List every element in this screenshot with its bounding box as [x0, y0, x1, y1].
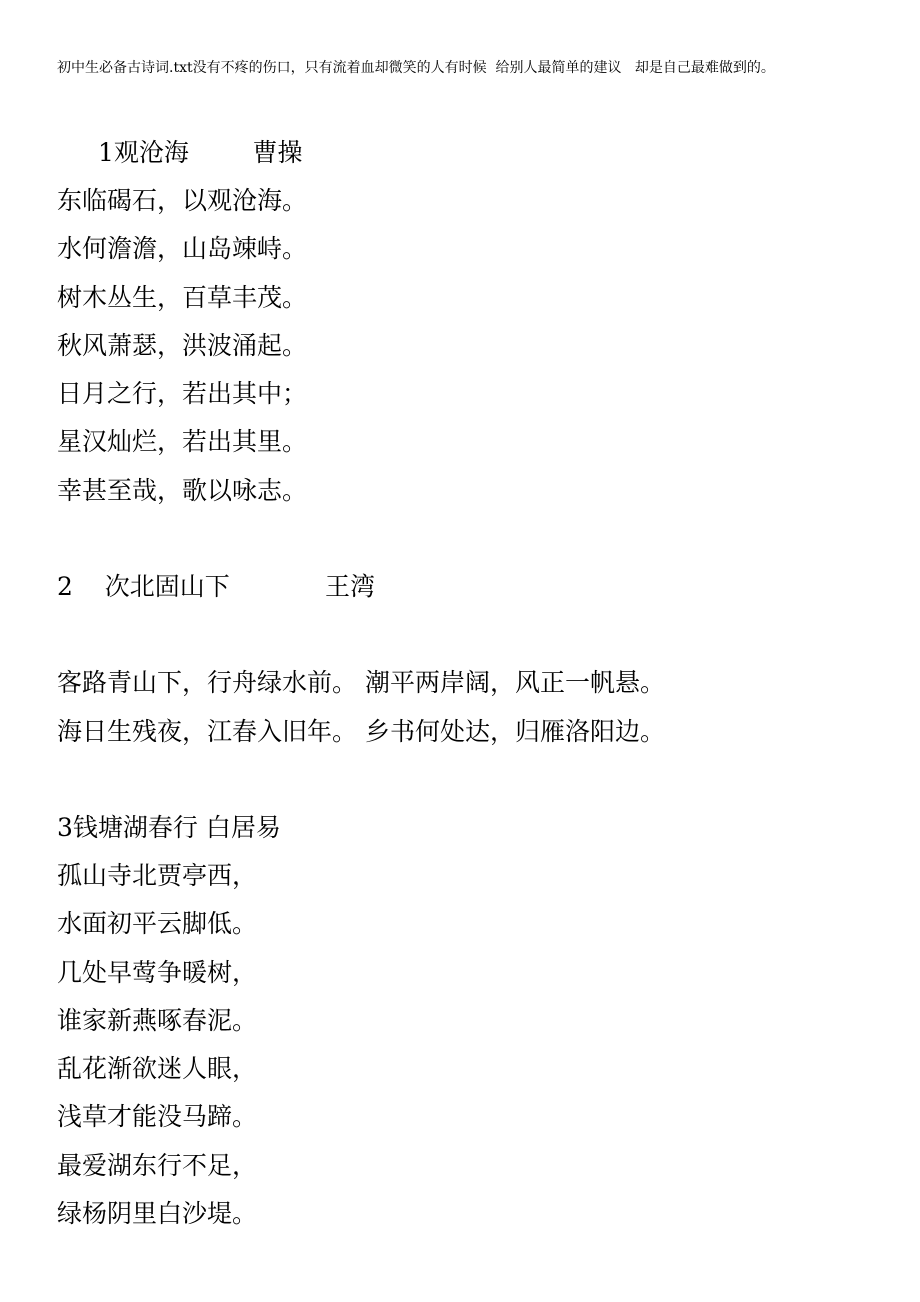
poem-line: 树木丛生，百草丰茂。	[57, 283, 308, 312]
poem-line: 绿杨阴里白沙堤。	[57, 1199, 258, 1228]
poem-line: 幸甚至哉，歌以咏志。	[57, 476, 308, 505]
poem-line: 日月之行，若出其中；	[57, 379, 308, 408]
header-note: 初中生必备古诗词.txt没有不疼的伤口，只有流着血却微笑的人有时候 给别人最简单的建议 却是自己最难做到的。	[57, 60, 775, 76]
poem-line: 水面初平云脚低。	[57, 909, 258, 938]
poem-line: 浅草才能没马蹄。	[57, 1102, 258, 1131]
poem-line: 秋风萧瑟，洪波涌起。	[57, 331, 308, 360]
poem-line: 乱花渐欲迷人眼，	[57, 1054, 258, 1083]
poem-title: 3钱塘湖春行 白居易	[57, 813, 281, 842]
poem-line: 海日生残夜，江春入旧年。 乡书何处达，归雁洛阳边。	[57, 717, 665, 746]
poem-line: 最爱湖东行不足，	[57, 1151, 258, 1180]
poem-line: 星汉灿烂，若出其里。	[57, 427, 308, 456]
poem-line: 东临碣石，以观沧海。	[57, 186, 308, 215]
poem-line: 孤山寺北贾亭西，	[57, 861, 258, 890]
poem-title: 1观沧海 曹操	[98, 138, 303, 167]
poem-title: 2 次北固山下 王湾	[57, 572, 376, 601]
poem-line: 水何澹澹，山岛竦峙。	[57, 234, 308, 263]
poem-line: 几处早莺争暖树，	[57, 958, 258, 987]
poem-line: 谁家新燕啄春泥。	[57, 1006, 258, 1035]
poem-line: 客路青山下，行舟绿水前。 潮平两岸阔，风正一帆悬。	[57, 668, 665, 697]
